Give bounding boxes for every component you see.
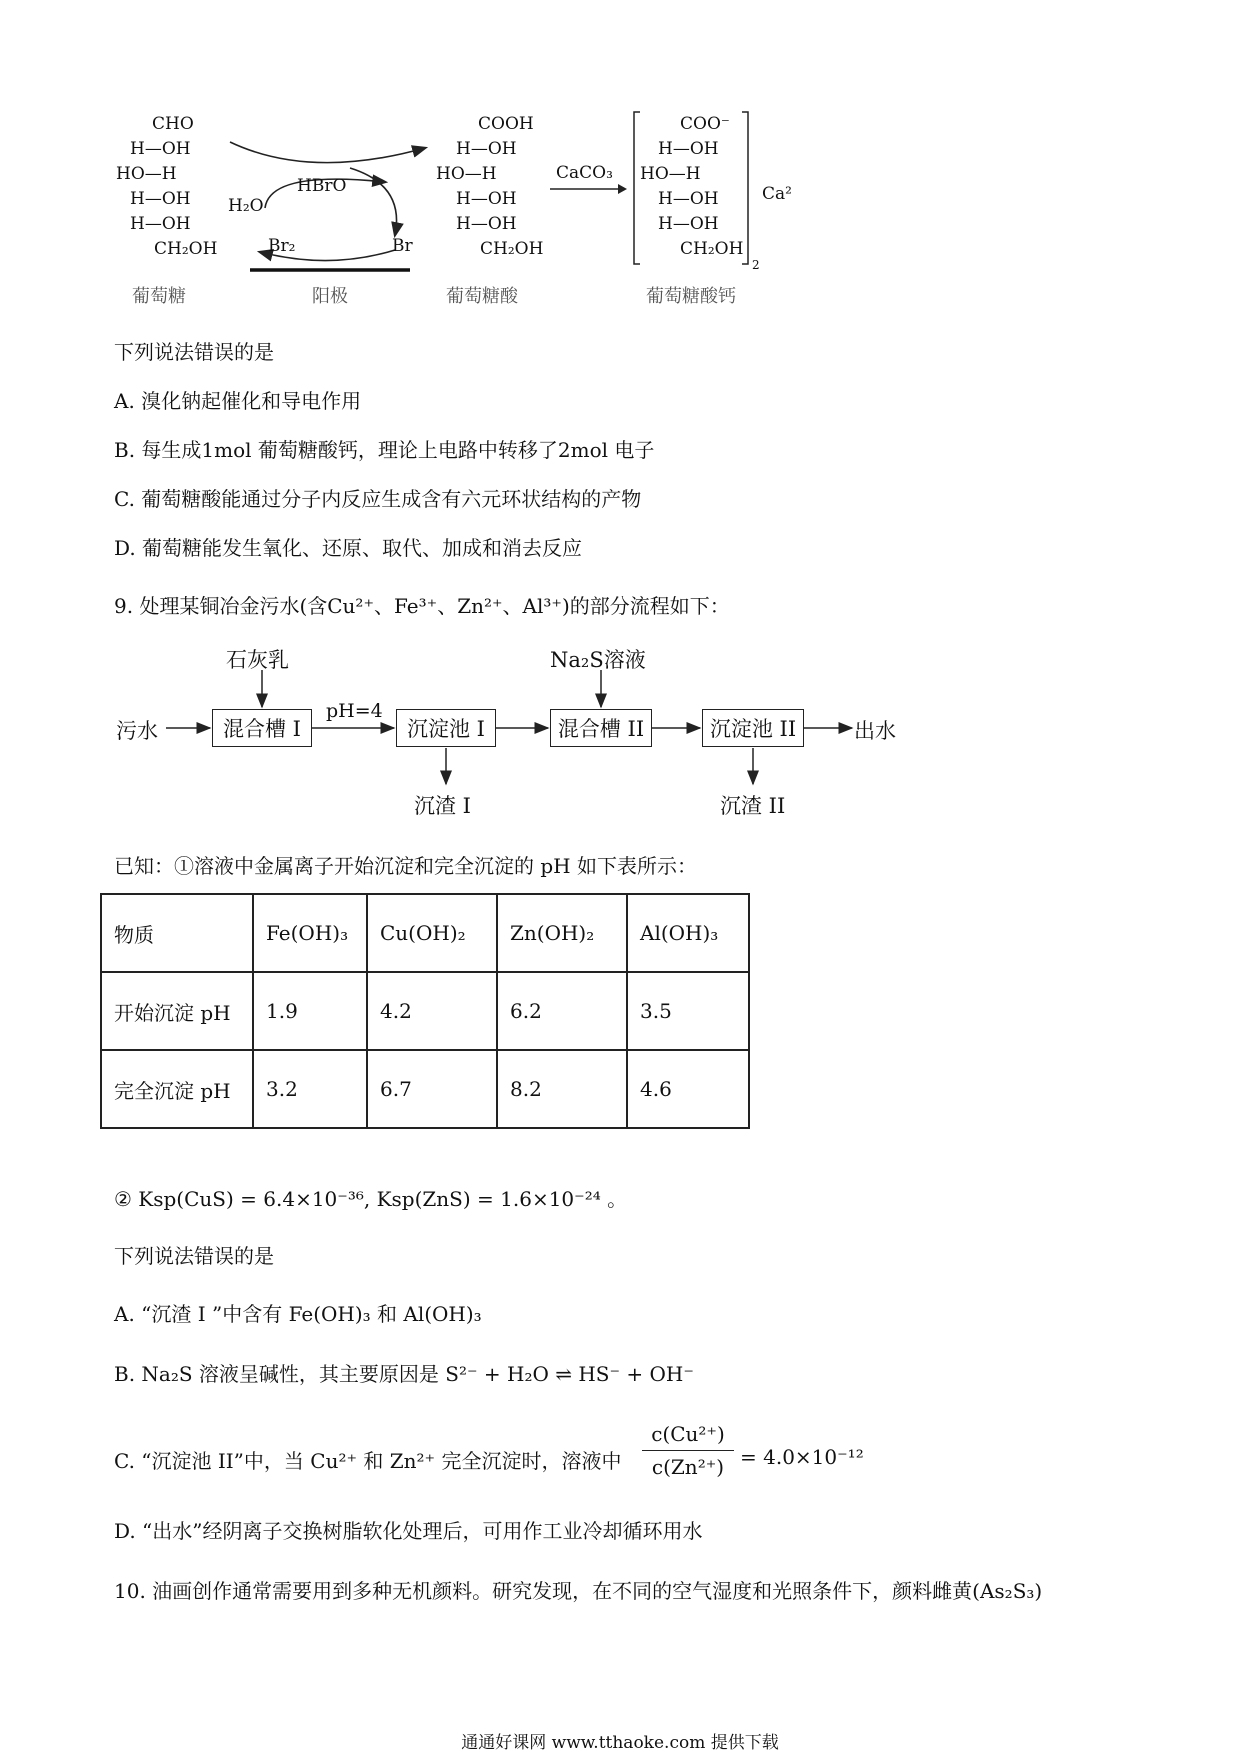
ca-label: Ca²: [762, 184, 792, 204]
structure-line: H—OH: [456, 139, 517, 159]
table-cell: 3.2: [253, 1050, 367, 1128]
structure-line: CHO: [152, 114, 194, 134]
subscript-2: 2: [752, 258, 760, 272]
table-header-row: [101, 894, 749, 972]
table-header-cell: Zn(OH)₂: [497, 894, 627, 972]
table-header-cell: Al(OH)₃: [627, 894, 749, 972]
flow-input: 污水: [116, 719, 158, 743]
table-cell: 完全沉淀 pH: [101, 1050, 253, 1128]
table-cell: 3.5: [627, 972, 749, 1050]
calcium-gluconate-structure: [640, 112, 743, 262]
table-cell: 4.2: [367, 972, 497, 1050]
table-cell: 1.9: [253, 972, 367, 1050]
q9-known-2: ② Ksp(CuS) = 6.4×10⁻³⁶, Ksp(ZnS) = 1.6×10⁻²⁴ 。: [114, 1187, 628, 1211]
structure-line: CH₂OH: [680, 239, 744, 259]
mixing-tank-1: 混合槽 I: [212, 709, 312, 747]
q9-known-1: 已知：①溶液中金属离子开始沉淀和完全沉淀的 pH 如下表所示：: [114, 854, 697, 878]
residue-1: 沉渣 I: [414, 794, 471, 818]
q8-stem: 下列说法错误的是: [114, 340, 274, 364]
structure-line: COOH: [478, 114, 534, 134]
q10-stem: 10. 油画创作通常需要用到多种无机颜料。研究发现，在不同的空气湿度和光照条件下，颜料雌黄(As₂S₃): [114, 1579, 1043, 1603]
gluconic-acid-caption: 葡萄糖酸: [446, 286, 518, 307]
gluconic-acid-structure: [436, 112, 543, 262]
glucose-caption: 葡萄糖: [132, 286, 186, 307]
ion-ratio-fraction: [642, 1418, 734, 1483]
table-cell: 6.2: [497, 972, 627, 1050]
table-cell: 4.6: [627, 1050, 749, 1128]
footer-source: 通通好课网 www.tthaoke.com 提供下载: [461, 1733, 779, 1753]
reaction-arrow: [548, 182, 628, 196]
settling-pool-2: 沉淀池 II: [702, 709, 804, 747]
table-cell: 开始沉淀 pH: [101, 972, 253, 1050]
q8-option-d: D. 葡萄糖能发生氧化、还原、取代、加成和消去反应: [114, 536, 583, 560]
structure-line: HO—H: [640, 164, 701, 184]
fraction-numerator: c(Cu²⁺): [651, 1422, 725, 1446]
table-header-cell: Fe(OH)₃: [253, 894, 367, 972]
structure-line: H—OH: [658, 189, 719, 209]
calcium-gluconate-caption: 葡萄糖酸钙: [646, 286, 736, 307]
ph-label: pH=4: [326, 700, 383, 722]
q9-stem-2: 下列说法错误的是: [114, 1244, 274, 1268]
structure-line: H—OH: [658, 214, 719, 234]
ph-table: [100, 893, 750, 1129]
table-header-cell: 物质: [101, 894, 253, 972]
anode-caption: 阳极: [312, 286, 348, 307]
structure-line: CH₂OH: [154, 239, 218, 259]
table-row: [101, 1050, 749, 1128]
structure-line: COO⁻: [680, 114, 730, 134]
structure-line: H—OH: [456, 189, 517, 209]
table-cell: 8.2: [497, 1050, 627, 1128]
table-cell: 6.7: [367, 1050, 497, 1128]
q8-option-a: A. 溴化钠起催化和导电作用: [114, 389, 362, 413]
reagent-lime-milk: 石灰乳: [226, 648, 289, 672]
structure-line: CH₂OH: [480, 239, 544, 259]
structure-line: HO—H: [436, 164, 497, 184]
q9-option-c: C. “沉淀池 II”中，当 Cu²⁺ 和 Zn²⁺ 完全沉淀时，溶液中: [114, 1449, 622, 1473]
table-row: [101, 972, 749, 1050]
structure-line: H—OH: [130, 189, 191, 209]
table-header-cell: Cu(OH)₂: [367, 894, 497, 972]
structure-line: H—OH: [130, 139, 191, 159]
hbro-label: HBrO: [297, 176, 347, 196]
structure-line: H—OH: [456, 214, 517, 234]
br-label: Br: [392, 236, 413, 256]
reagent-na2s: Na₂S溶液: [550, 648, 646, 672]
structure-line: HO—H: [116, 164, 177, 184]
structure-line: H—OH: [658, 139, 719, 159]
caco3-label: CaCO₃: [556, 163, 613, 183]
fraction-denominator: c(Zn²⁺): [651, 1455, 725, 1479]
q9-option-d: D. “出水”经阴离子交换树脂软化处理后，可用作工业冷却循环用水: [114, 1519, 703, 1543]
flow-arrows: [0, 660, 920, 790]
q9-option-c-value: = 4.0×10⁻¹²: [740, 1445, 864, 1469]
residue-2: 沉渣 II: [720, 794, 786, 818]
settling-pool-1: 沉淀池 I: [396, 709, 496, 747]
br2-label: Br₂: [268, 236, 296, 256]
q9-option-a: A. “沉渣 I ”中含有 Fe(OH)₃ 和 Al(OH)₃: [114, 1302, 482, 1326]
q8-option-c: C. 葡萄糖酸能通过分子内反应生成含有六元环状结构的产物: [114, 487, 642, 511]
q9-stem: 9. 处理某铜冶金污水(含Cu²⁺、Fe³⁺、Zn²⁺、Al³⁺)的部分流程如下：: [114, 594, 730, 618]
flow-output: 出水: [854, 719, 896, 743]
h2o-label: H₂O: [228, 196, 264, 216]
q9-option-b: B. Na₂S 溶液呈碱性，其主要原因是 S²⁻ + H₂O ⇌ HS⁻ + OH⁻: [114, 1362, 694, 1386]
structure-line: H—OH: [130, 214, 191, 234]
mixing-tank-2: 混合槽 II: [550, 709, 652, 747]
q8-option-b: B. 每生成1mol 葡萄糖酸钙，理论上电路中转移了2mol 电子: [114, 438, 655, 462]
